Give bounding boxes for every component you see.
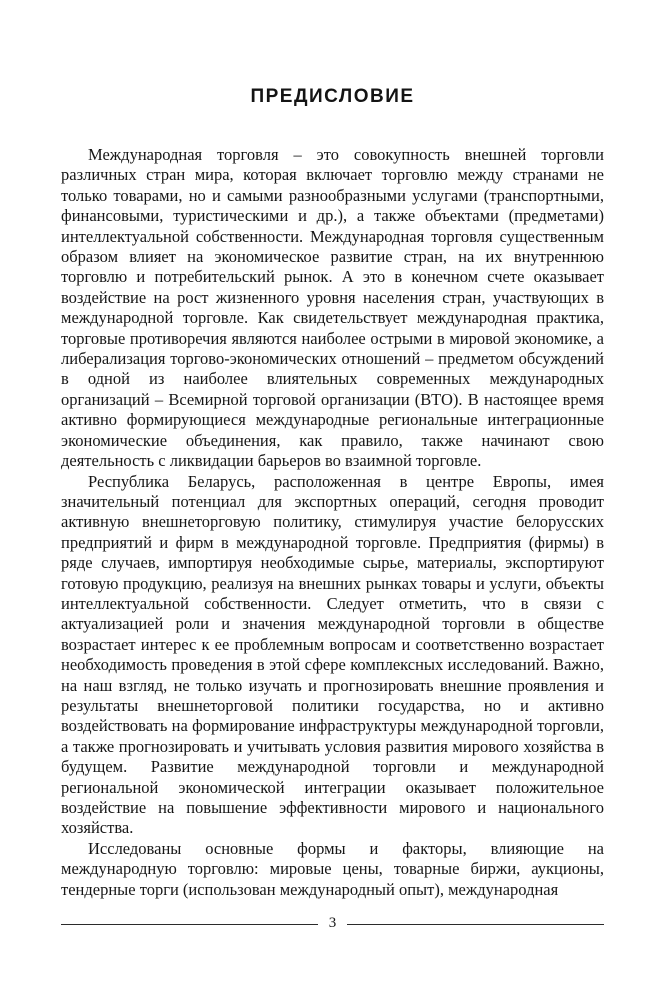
footer-rule-right [347, 924, 604, 925]
body-text [61, 145, 604, 900]
page-content [61, 0, 604, 900]
page-title: ПРЕДИСЛОВИЕ [250, 86, 415, 107]
footer-rule-left [61, 924, 318, 925]
page-number: 3 [328, 915, 337, 931]
paragraph-1: Международная торговля – это совокупность внешней торговли различных стран мира, которая включает торговлю между странами не только товарами, но и самыми разнообразными услугами (транспортными, финансовыми, туристическими и др.), а также объектами (предметами) интеллектуальной собственности. Международная торговля существенным образом влияет на экономическое развитие стран, на их внутреннюю торговлю и потребительский рынок. А это в конечном счете оказывает воздействие на рост жизненного уровня населения стран, участвующих в международной торговле. Как свидетельствует международная практика, торговые противоречия являются наиболее острыми в мировой экономике, а либерализация торгово-экономических отношений – предметом обсуждений в одной из наиболее влиятельных современных международных организаций – Всемирной торговой организации (ВТО). В настоящее время активно формирующиеся международные региональные интеграционные экономические объединения, как правило, также начинают свою деятельность с ликвидации барьеров во взаимной торговле. [61, 145, 604, 471]
paragraph-3: Исследованы основные формы и факторы, влияющие на международную торговлю: мировые цены, товарные биржи, аукционы, тендерные торги (использован международный опыт), международная [61, 838, 604, 899]
page-footer [61, 916, 604, 932]
paragraph-2: Республика Беларусь, расположенная в центре Европы, имея значительный потенциал для экспортных операций, сегодня проводит активную внешнеторговую политику, стимулируя участие белорусских предприятий и фирм в международной торговле. Предприятия (фирмы) в ряде случаев, импортируя необходимые сырье, материалы, экспортируют готовую продукцию, реализуя на внешних рынках товары и услуги, объекты интеллектуальной собственности. Следует отметить, что в связи с актуализацией роли и значения международной торговли в обществе возрастает интерес к ее проблемным вопросам и соответственно возрастает необходимость проведения в этой сфере комплексных исследований. Важно, на наш взгляд, не только изучать и прогнозировать внешние проявления и результаты внешнеторговой политики государства, но и активно воздействовать на формирование инфраструктуры международной торговли, а также прогнозировать и учитывать условия развития мирового хозяйства в будущем. Развитие международной торговли и международной региональной экономической интеграции оказывает положительное воздействие на повышение эффективности мирового и национального хозяйства. [61, 471, 604, 838]
